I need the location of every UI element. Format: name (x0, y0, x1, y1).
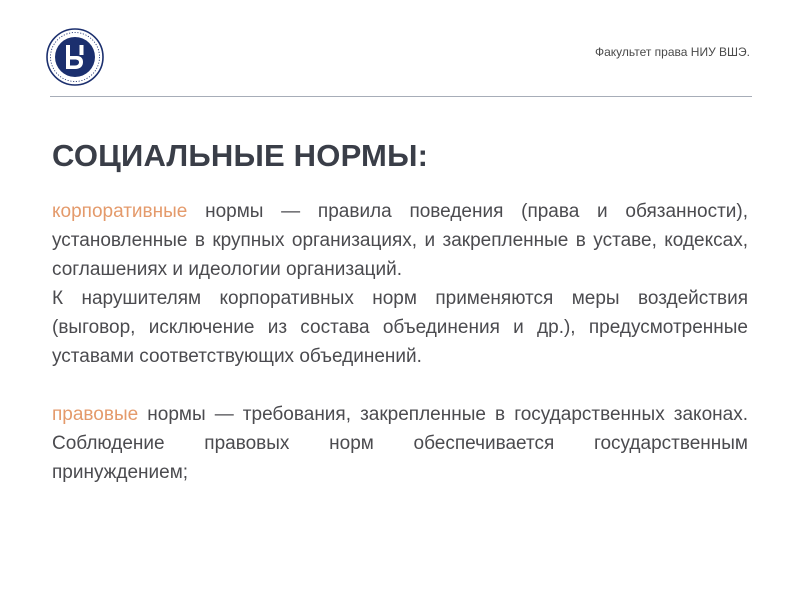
legal-definition: нормы — требования, закрепленные в государственных законах. Соблюдение правовых норм обеспечивается государственным принуждением; (52, 404, 748, 483)
faculty-label: Факультет права НИУ ВШЭ. (594, 45, 750, 59)
slide-title: СОЦИАЛЬНЫЕ НОРМЫ: (52, 138, 429, 173)
legal-norms-paragraph (52, 400, 748, 487)
corporate-norms-paragraph (52, 197, 748, 284)
corporate-definition: нормы — правила поведения (права и обязанности), установленные в крупных организациях, и закрепленные в уставе, кодексах, соглашениях и идеологии организаций. (52, 201, 748, 280)
hse-logo (45, 27, 105, 87)
corporate-term: корпоративные (52, 201, 188, 222)
paragraph-gap (52, 371, 748, 400)
corporate-sanctions-paragraph: К нарушителям корпоративных норм применяются меры воздействия (выговор, исключение из состава объединения и др.), предусмотренные уставами соответствующих объединений. (52, 288, 748, 367)
header-divider (50, 96, 752, 97)
legal-term: правовые (52, 404, 139, 425)
slide-body (52, 197, 748, 487)
